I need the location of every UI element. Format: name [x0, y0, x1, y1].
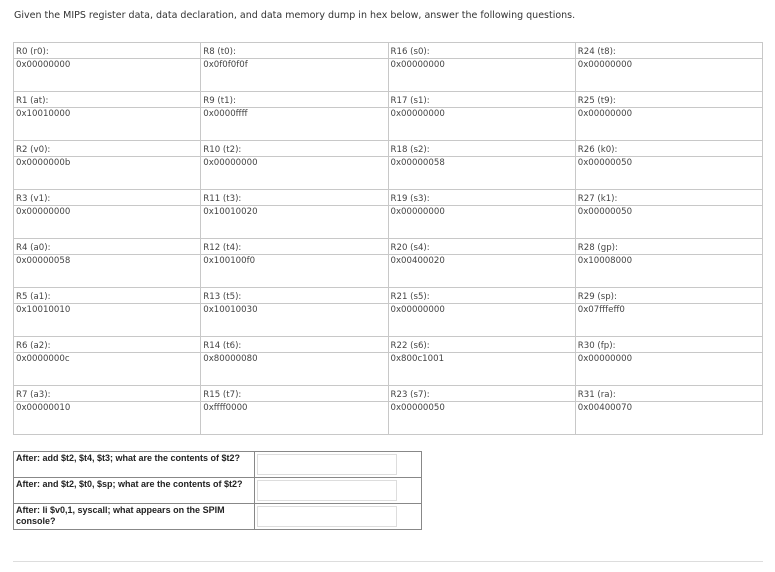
register-value: 0x00400020: [389, 254, 575, 268]
register-cell: [201, 337, 388, 386]
register-table: [13, 42, 763, 435]
register-value: 0x00400070: [576, 401, 762, 415]
register-cell: [14, 288, 201, 337]
register-name: R19 (s3):: [390, 194, 430, 204]
register-name: R0 (r0):: [16, 47, 49, 57]
register-value: 0x100100f0: [201, 254, 387, 268]
register-name: R18 (s2):: [390, 145, 430, 155]
register-cell: [14, 190, 201, 239]
register-name: R16 (s0):: [390, 47, 430, 57]
register-cell: [388, 337, 575, 386]
register-name: R25 (t9):: [577, 96, 616, 106]
register-name: R8 (t0):: [203, 47, 236, 57]
register-cell: [575, 239, 762, 288]
register-cell: [14, 337, 201, 386]
answer-cell: [255, 478, 422, 504]
register-cell: [14, 43, 201, 92]
register-name: R15 (t7):: [203, 390, 242, 400]
register-cell: [388, 386, 575, 435]
register-cell: [575, 288, 762, 337]
register-name: R2 (v0):: [16, 145, 51, 155]
register-value: 0x00000000: [389, 58, 575, 72]
register-name: R22 (s6):: [390, 341, 430, 351]
register-name: R5 (a1):: [16, 292, 51, 302]
register-name: R1 (at):: [16, 96, 49, 106]
register-cell: [388, 141, 575, 190]
register-name: R26 (k0):: [577, 145, 618, 155]
register-name: R20 (s4):: [390, 243, 430, 253]
register-row: [14, 288, 763, 337]
register-value: 0x10010020: [201, 205, 387, 219]
register-cell: [575, 141, 762, 190]
register-row: [14, 141, 763, 190]
register-value: 0x0000000b: [14, 156, 200, 170]
register-value: 0x00000000: [14, 205, 200, 219]
question-row: [14, 478, 422, 504]
register-value: 0x00000058: [14, 254, 200, 268]
register-name: R31 (ra):: [577, 390, 616, 400]
answer-cell: [255, 504, 422, 530]
question-text: After: add $t2, $t4, $t3; what are the contents of $t2?: [14, 452, 255, 478]
register-value: 0x0000ffff: [201, 107, 387, 121]
register-cell: [388, 92, 575, 141]
register-cell: [575, 43, 762, 92]
register-cell: [201, 43, 388, 92]
register-name: R4 (a0):: [16, 243, 51, 253]
register-cell: [388, 288, 575, 337]
register-name: R17 (s1):: [390, 96, 430, 106]
register-cell: [575, 190, 762, 239]
register-cell: [388, 190, 575, 239]
register-cell: [201, 141, 388, 190]
register-value: 0x00000000: [576, 107, 762, 121]
register-row: [14, 239, 763, 288]
register-name: R12 (t4):: [203, 243, 242, 253]
register-value: 0x10010010: [14, 303, 200, 317]
register-cell: [575, 92, 762, 141]
register-cell: [201, 190, 388, 239]
register-value: 0x0f0f0f0f: [201, 58, 387, 72]
register-name: R28 (gp):: [577, 243, 618, 253]
register-cell: [388, 239, 575, 288]
register-value: 0x00000000: [389, 107, 575, 121]
register-cell: [14, 386, 201, 435]
register-value: 0xffff0000: [201, 401, 387, 415]
register-value: 0x00000050: [389, 401, 575, 415]
register-value: 0x00000058: [389, 156, 575, 170]
register-value: 0x00000000: [201, 156, 387, 170]
answer-input[interactable]: [257, 454, 397, 475]
register-row: [14, 386, 763, 435]
instructions-text: Given the MIPS register data, data declaration, and data memory dump in hex below, answer the following questions.: [14, 10, 576, 21]
register-name: R30 (fp):: [577, 341, 616, 351]
register-value: 0x07fffeff0: [576, 303, 762, 317]
register-name: R13 (t5):: [203, 292, 242, 302]
register-name: R3 (v1):: [16, 194, 51, 204]
register-value: 0x00000000: [14, 58, 200, 72]
register-cell: [201, 386, 388, 435]
register-name: R10 (t2):: [203, 145, 242, 155]
register-value: 0x800c1001: [389, 352, 575, 366]
register-name: R27 (k1):: [577, 194, 618, 204]
register-cell: [14, 141, 201, 190]
register-cell: [201, 92, 388, 141]
register-cell: [201, 288, 388, 337]
question-text: After: li $v0,1, syscall; what appears on the SPIM console?: [14, 504, 255, 530]
register-value: 0x00000050: [576, 156, 762, 170]
answer-input[interactable]: [257, 506, 397, 527]
register-cell: [388, 43, 575, 92]
register-name: R29 (sp):: [577, 292, 617, 302]
register-cell: [14, 92, 201, 141]
register-row: [14, 190, 763, 239]
register-value: 0x00000010: [14, 401, 200, 415]
register-name: R6 (a2):: [16, 341, 51, 351]
register-value: 0x10008000: [576, 254, 762, 268]
register-value: 0x10010000: [14, 107, 200, 121]
register-name: R7 (a3):: [16, 390, 51, 400]
register-name: R23 (s7):: [390, 390, 430, 400]
register-cell: [575, 337, 762, 386]
register-name: R21 (s5):: [390, 292, 430, 302]
register-value: 0x00000000: [576, 352, 762, 366]
register-value: 0x00000000: [389, 205, 575, 219]
register-name: R14 (t6):: [203, 341, 242, 351]
register-value: 0x0000000c: [14, 352, 200, 366]
questions-table: [13, 451, 422, 530]
question-text: After: and $t2, $t0, $sp; what are the contents of $t2?: [14, 478, 255, 504]
register-cell: [14, 239, 201, 288]
register-name: R9 (t1):: [203, 96, 236, 106]
answer-input[interactable]: [257, 480, 397, 501]
register-cell: [201, 239, 388, 288]
register-row: [14, 337, 763, 386]
register-name: R11 (t3):: [203, 194, 242, 204]
answer-cell: [255, 452, 422, 478]
register-row: [14, 43, 763, 92]
register-cell: [575, 386, 762, 435]
register-value: 0x80000080: [201, 352, 387, 366]
question-row: [14, 452, 422, 478]
register-name: R24 (t8):: [577, 47, 616, 57]
question-row: [14, 504, 422, 530]
register-value: 0x00000000: [576, 58, 762, 72]
bottom-divider: [13, 561, 763, 562]
register-value: 0x00000050: [576, 205, 762, 219]
register-value: 0x10010030: [201, 303, 387, 317]
register-value: 0x00000000: [389, 303, 575, 317]
register-row: [14, 92, 763, 141]
